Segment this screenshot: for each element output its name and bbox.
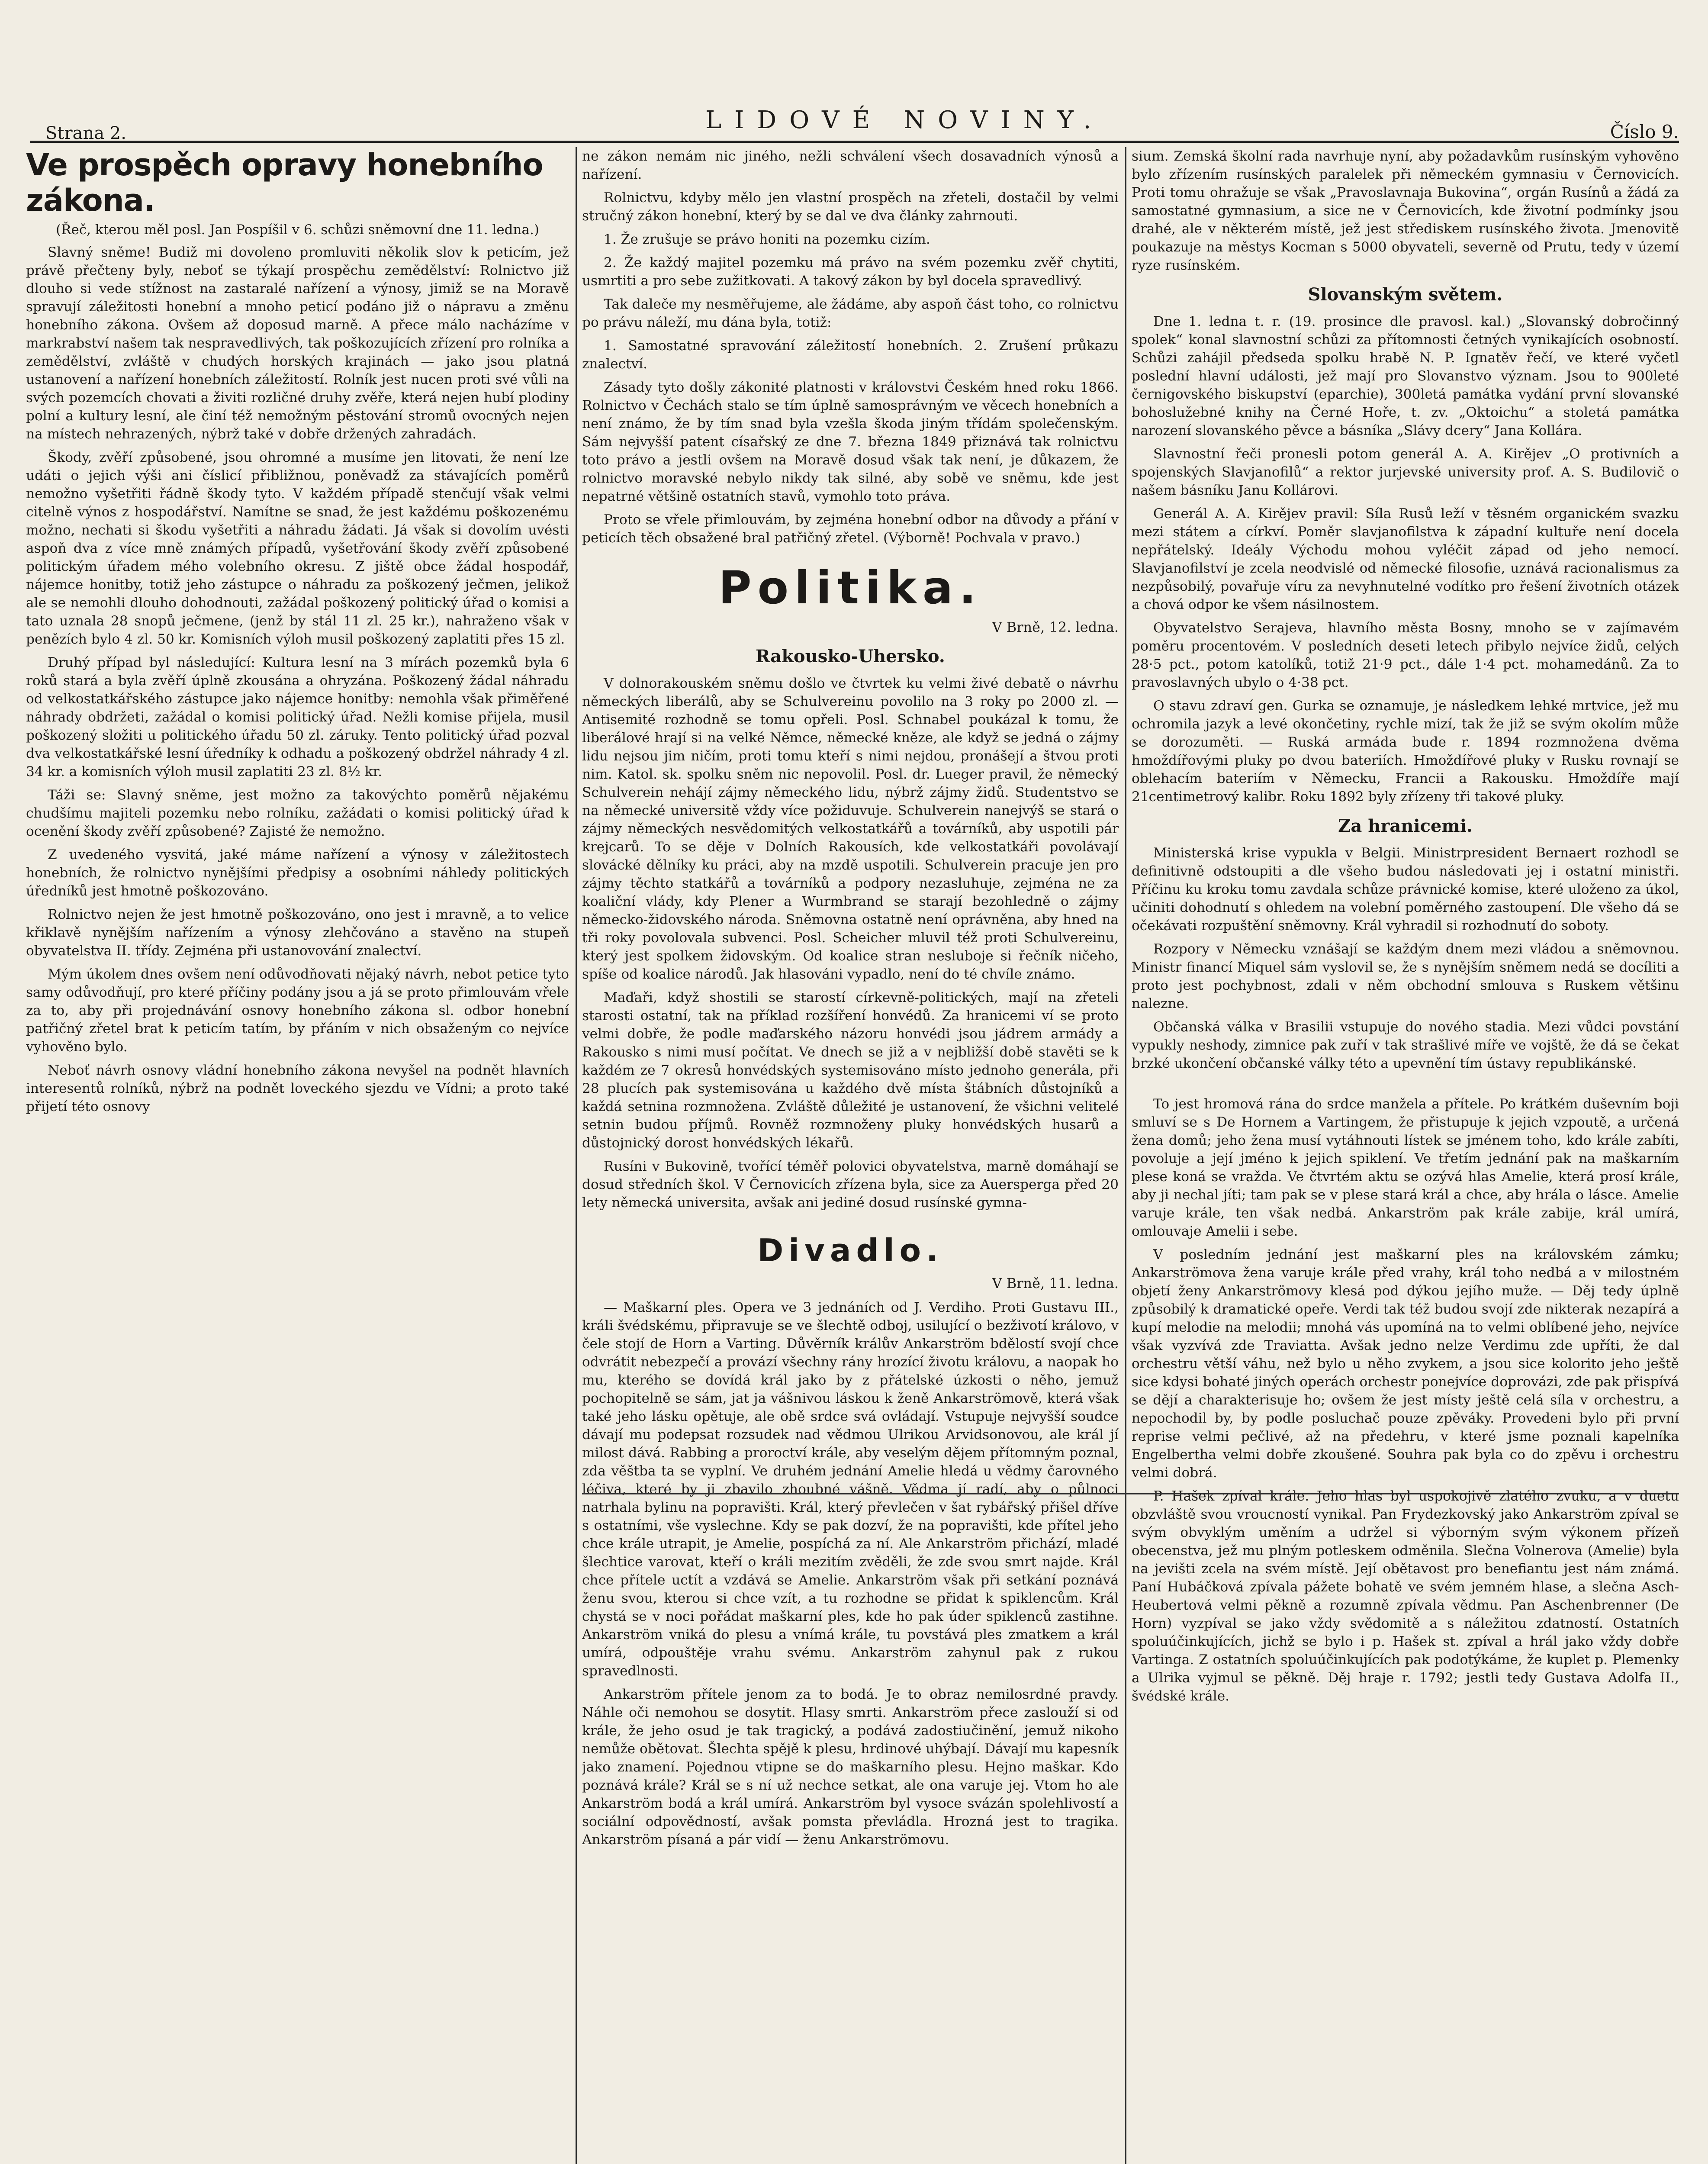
masthead <box>30 89 1679 141</box>
dateline: V Brně, 11. ledna. <box>992 1275 1119 1291</box>
column-divider <box>1125 147 1126 2164</box>
paragraph: Neboť návrh osnovy vládní honebního zákona nevyšel na podnět hlavních interesentů rolníků, nýbrž na podnět loveckého sjezdu ve Vídni; a proto také přijetí této osnovy <box>26 1063 569 1114</box>
newspaper-title: LIDOVÉ NOVINY. <box>705 106 1104 134</box>
section-title-slovan: Slovanským světem. <box>1308 284 1503 305</box>
column-1 <box>26 147 569 2164</box>
paragraph: O stavu zdraví gen. Gurka se oznamuje, je následkem lehké mrtvice, jež mu ochromila jazyk a levé okončetiny, rychle mizí, tak že již se svým okolím může se dorozuměti. — Ruská armáda bude r. 1894 rozmnožena dvěma hmoždířovými pluky po dvou bateriích. Hmoždířové pluky v Rusku rovnají se oblehacím bateriím v Německu, Francii a Rakousku. Hmoždíře mají 21centimetrový kalibr. Roku 1892 byly zřízeny tři takové pluky. <box>1132 698 1679 805</box>
column-divider <box>576 147 577 2164</box>
paragraph: Zásady tyto došly zákonité platnosti v královstvi Českém hned roku 1866. Rolnictvo v Čechách stalo se tím úplně samosprávným ve věcech honebních a není známo, že by tím snad byla vzešla škoda jiným třídám společenským. Sám nejvyšší patent císařský ze dne 7. března 1849 přiznává tak rolnictvu toto právo a jestli ovšem na Moravě dosud však tak není, je důkazem, že rolnictvo moravské nebylo nikdy tak silné, aby sobě ve sněmu, kde jest nepatrné většině ostatních stavů, vymohlo toto práva. <box>582 380 1119 504</box>
paragraph: Obyvatelstvo Serajeva, hlavního města Bosny, mnoho se v zajímavém poměru procentovém. V posledních deseti letech přibylo nejvíce židů, celých 28·5 pct., potom katolíků, totiž 21·9 pct., dále 1·4 pct. mohamedánů. Za to pravoslavných ubylo o 4·38 pct. <box>1132 620 1679 690</box>
paragraph: 1. Že zrušuje se právo honiti na pozemku cizím. <box>604 232 930 247</box>
paragraph: Proto se vřele přimlouvám, by zejména honební odbor na důvody a přání v peticích těch obsažené bral patřičný zřetel. (Výborně! Pochvala v pravo.) <box>582 512 1119 546</box>
paragraph: To jest hromová rána do srdce manžela a přítele. Po krátkém duševním boji smluví se s De Hornem a Vartingem, že přistupuje k jejich vzpoutě, a určená žena domů; jeho žena musí vytáhnouti lístek se jménem toho, kdo krále zabíti, povoluje a její jméno k jejich spiklení. Ve třetím jednání pak na maškarním plese koná se vražda. Ve čtvrtém aktu se ozývá hlas Amelie, která prosí krále, aby ji nechal jíti; tam pak se v plese stará král a chce, aby hrála o lásce. Amelie varuje krále, ten však nedbá. Ankarström pak krále zabije, král umírá, omlouvaje Amelii i sebe. <box>1132 1096 1679 1239</box>
paragraph: 1. Samostatné spravování záležitostí honebních. 2. Zrušení průkazu znalectví. <box>582 338 1119 372</box>
paragraph: Maďaři, když shostili se starostí církevně-politických, mají na zřeteli starosti ostatní, tak na příklad rozšíření honvédů. Za hranicemi ví se proto velmi dobře, že podle maďarského názoru honvédi jsou jádrem armády a Rakousko s nimi musí počítat. Ve dnech se již a v nejbližší době stavěti se k každém ze 7 okresů honvédských systemisováno místo jednoho generála, při 28 plucích pak systemisována u každého dvě místa štábních důstojníků a každá setnina rozmnožena. Zvláště důležité je ustanovení, že všichni velitelé setnin budou příjmů. Rovněž rozmnoženy pluky honvédských husarů a důstojnický dorost honvédských lékařů. <box>582 990 1119 1151</box>
article-byline: (Řeč, kterou měl posl. Jan Pospíšil v 6. schůzi sněmovní dne 11. ledna.) <box>56 222 539 238</box>
paragraph: Dne 1. ledna t. r. (19. prosince dle pravosl. kal.) „Slovanský dobročinný spolek“ konal slavnostní schůzi za přítomnosti četných vynikajících osobností. Schůzi zahájil předseda spolku hrabě N. P. Ignatěv řečí, ve které vyčetl poslední hlavní události, jež mají pro Slovanstvo význam. Jsou to 900leté černigovského biskupství (eparchie), 300letá památka vydání první slovanské bohoslužebné knihy na Černé Hoře, t. zv. „Oktoichu“ a stoletá památka narození slovanského pěvce a básníka „Slávy dcery“ Jana Kollára. <box>1132 314 1679 438</box>
paragraph: — Maškarní ples. Opera ve 3 jednáních od J. Verdiho. Proti Gustavu III., králi švédskému, připravuje se ve šlechtě odboj, usilující o bezživotí královo, v čele stojí de Horn a Varting. Důvěrník králův Ankarström bdělostí svojí chce odvrátit nebezpečí a provází všechny rány hrozící životu královu, a naopak ho mu, kterého se dovídá král jako by z přátelské úzkosti o něho, jemuž pochopitelně se sám, jat ja vášnivou láskou k ženě Ankarströmově, která však také jeho lásku opětuje, ale obě srdce svá ovládají. Vstupuje nejvyšší soudce dávají mu podepsat rozsudek nad vědmou Ulrikou Arvidsonovou, ale král jí milost dává. Rabbing a proroctví krále, aby veselým dějem přítomným poznal, zda věštba ta se vyplní. Ve druhém jednání Amelie hledá u vědmy čarovného léčiva, které by ji zbavilo zhoubné vášně. Vědma jí radí, aby o půlnoci natrhala bylinu na popravišti. Král, který převlečen v šat rybářský přišel dříve s ostatními, vše vyslechne. Kdy se pak dozví, že na popravišti, kde přítel jeho chce krále utrapit, je Amelie, pospíchá za ní. Ale Ankarström přichází, mladé šlechtice varovat, kteří o králi mezitím zvěděli, že zde svou smrt najde. Král chce přítele uctít a vzdává se Amelie. Ankarström však při setkání poznává ženu svou, kterou si chce vzít, a tu rozhodne se přidat k spiklencům. Král chystá se v noci pořádat maškarní ples, kde ho pak úder spiklenců zastihne. Ankarström vniká do plesu a vnímá krále, tu povstává ples zmatkem a král umírá, odpouštěje vrahu svému. Ankarström zahynul pak z rukou spravedlnosti. <box>582 1300 1119 1679</box>
page-number: Strana 2. <box>45 123 126 143</box>
paragraph: Rolnictvo nejen že jest hmotně poškozováno, ono jest i mravně, a to velice křiklavě nynějším nařízením a výnosy zlehčováno a stavěno na stupeň obyvatelstva II. třídy. Zejména při ustanovování znalectví. <box>26 907 569 959</box>
paragraph: V dolnorakouském sněmu došlo ve čtvrtek ku velmi živé debatě o návrhu německých liberálů, aby se Schulvereinu povolilo na 3 roky po 2000 zl. — Antisemité rozhodně se tomu opřeli. Posl. Schnabel poukázal k tomu, že liberálové hrají si na velké Němce, německé kněze, ale když se jedná o zájmy lidu nejsou jim ničím, proti tomu kteří s nimi nejdou, pronášejí a štvou proti nim. Katol. sk. spolku sněm nic nepovolil. Posl. dr. Lueger pravil, že německý Schulverein nehájí zájmy německého lidu, nýbrž zájmy židů. Studentstvo se na německé universitě vždy více požiduvuje. Schulverein nanejvýš se stará o zájmy německých nesvědomitých velkostatkářů a továrníků, aby uspotili pár krejcarů. To se děje v Dolních Rakousích, kde velkostatkáři povolávají slovácké dělníky ku práci, aby na mzdě uspotili. Schulverein pracuje jen pro zájmy těchto statkářů a továrníků a podpory nezasluhuje, zejména ne za koaliční vlády, kdy Plener a Wurmbrand se starají bezohledně o zájmy německo-židovského národa. Sněmovna ostatně není oprávněna, aby hned na tři roky povolovala subvenci. Posl. Scheicher mluvil též proti Schulvereinu, který jest spolkem židovským. Od koalice stran nesluboje si řečník ničeho, spíše od koalice národů. Jak hlasováni vypadlo, není do té chvíle známo. <box>582 676 1119 982</box>
paragraph: sium. Zemská školní rada navrhuje nyní, aby požadavkům rusínským vyhověno bylo zřízením rusínských paralelek při německém gymnasiu v Černovicích. Proti tomu ohražuje se však „Pravoslavnaja Bukovina“, orgán Rusínů a žádá za samostatné gymnasium, a sice ne v Černovicích, kde životní podmínky jsou drahé, ale v některém místě, jež jest střediskem rusínského života. Jmenovitě poukazuje na městys Kocman s 5000 obyvateli, severně od Prutu, tedy v území ryze rusínském. <box>1132 148 1679 273</box>
issue-number: Číslo 9. <box>1610 121 1679 142</box>
paragraph: Z uvedeného vysvitá, jaké máme nařízení a výnosy v záležitostech honebních, že rolnictvo nynějšími předpisy a osobními náhledy politických úředníků jest hmotně poškozováno. <box>26 847 569 899</box>
section-rule <box>582 1493 1679 1494</box>
paragraph: Tak daleče my nesměřujeme, ale žádáme, aby aspoň část toho, co rolnictvu po právu náleží, mu dána byla, totiž: <box>582 296 1119 330</box>
paragraph: Mým úkolem dnes ovšem není odůvodňovati nějaký návrh, nebot petice tyto samy odůvodňují, pro které příčiny podány jsou a já se proto přimlouvám vřele za to, aby při projednávání osnovy honebního zákona sl. odbor honební patřičný zřetel brat k peticím tatím, by přáním v nich obsaženým co nejvíce vyhověno bylo. <box>26 966 569 1055</box>
paragraph: Ankarström přítele jenom za to bodá. Je to obraz nemilosrdné pravdy. Náhle oči nemohou se dosytit. Hlasy smrti. Ankarström přece zaslouží si od krále, že jeho osud je tak tragický, a podává zadostiučinění, jemuž nikoho nemůže obětovat. Šlechta spějě k plesu, hrdinové uhýbají. Dávají mu kapesník jako znamení. Pojednou vtipne se do maškarního plesu. Hejno maškar. Kdo poznává krále? Král se s ní už nechce setkat, ale ona varuje jej. Vtom ho ale Ankarström bodá a král umírá. Ankarström byl vysoce svázán spolehlivostí a sociální odpovědností, avšak pomsta převládla. Hrozná jest to tragika. Ankarström písaná a pár vidí — ženu Ankarströmovu. <box>582 1687 1119 1848</box>
paragraph: V posledním jednání jest maškarní ples na královském zámku; Ankarströmova žena varuje krále před vrahy, král toho nedbá a v milostném objetí ženy Ankarströmovy klesá pod dýkou jejího muže. — Děj tedy úplně způsobilý k dramatické opeře. Verdi tak též budou svojí zde nikterak nezapírá a kupí melodie na melodii; mnohá vás upomíná na to velmi oblíbené jeho, nejvíce však vyzvívá zde Traviatta. Avšak jedno nelze Verdimu zde upříti, že dal orchestru větší váhu, než bylo u něho zvykem, a jsou sice kolorito jeho ještě sice kdysi bohaté jiných operách orchestr ponejvíce doprovázi, zde pak přispívá se dějí a charakterisuje ho; ovšem že jest místy ještě celá síla v orchestru, a nepochodil by, by podle posluchač pouze zpěváky. Provedeni bylo při první reprise velmi pečlivé, až na předehru, v které jsme poznali kapelníka Engelbertha velmi dobře zkoušené. Souhra pak byla co do zpěvu i orchestru velmi dobrá. <box>1132 1247 1679 1481</box>
paragraph: Škody, zvěří způsobené, jsou ohromné a musíme jen litovati, že není lze udáti o jejich výši ani číslicí přibližnou, poněvadž za stávajících poměrů nemožno vyšetřiti řádně škody tyto. V každém případě stenčují však velmi citelně výnos z hospodářství. Namítne se snad, že jest každému poškozenému možno, nechati si škodu vyšetřiti a náhradu žádati. Já však si dovolím uvésti aspoň dva z více mně známých případů, vyšetřování škody zvěří způsobené politickým úřadem mého volebního okresu. Z jiště obce žádal hospodář, nájemce honitby, totiž jeho zástupce o náhradu za poškozený ječmen, jelikož ale se nemohli dlouho dohodnouti, zažádal poškozený politický úřad o komisi a tato uznala 28 snopů ječmene, (jenž by stál 11 zl. 25 kr.), nahraženo však v penězích bylo 4 zl. 50 kr. Komisních výloh musil poškozený zaplatiti přes 15 zl. <box>26 450 569 647</box>
section-title-divadlo: Divadlo. <box>757 1232 943 1269</box>
paragraph: Generál A. A. Kirějev pravil: Síla Rusů leží v těsném organickém svazku mezi státem a církví. Poměr slavjanofilstva k západní kultuře není docela nepřátelský. Ideály Východu mohou vyléčit západ od jeho nemocí. Slavjanofilství je zcela neodvislé od německé filosofie, uznává racionalismus za nezpůsobilý, povařuje víru za nevyhnutelné vodítko pro řešení životních otázek a chová odpor ke všem násilnostem. <box>1132 506 1679 612</box>
dateline: V Brně, 12. ledna. <box>992 619 1119 635</box>
column-3 <box>1132 147 1679 2164</box>
paragraph: 2. Že každý majitel pozemku má právo na svém pozemku zvěř chytiti, usmrtiti a pro sebe zužitkovati. A takový zákon by byl docela spravedlivý. <box>582 255 1119 289</box>
paragraph: Občanská válka v Brasilii vstupuje do nového stadia. Mezi vůdci povstání vypukly neshody, zimnice pak zuří v tak strašlivé míře ve vojště, že dá se čekat brzké ukončení občanské války této a upevnění tím ústavy republikánské. <box>1132 1019 1679 1071</box>
masthead-rule <box>30 141 1679 143</box>
paragraph: Druhý případ byl následující: Kultura lesní na 3 mírách pozemků byla 6 roků stará a byla zvěří úplně zkousána a ohryzána. Poškozený žádal náhradu od velkostatkářského zástupce jako nájemce honitby: nemohla však přiměřené náhrady obdržeti, zažádal o komisi politický úřad. Nežli komise přijela, musil poškozený složiti u politického úřadu 50 zl. záruky. Tento politický úřad pozval dva velkostatkářské lesní úředníky k odhadu a poškozený obdržel náhrady 4 zl. 34 kr. a komisních výloh musil zaplatiti 23 zl. 8½ kr. <box>26 655 569 779</box>
paragraph: Slavný sněme! Budiž mi dovoleno promluviti několik slov k peticím, jež právě přečteny byly, neboť se týkají prospěchu zemědělství: Rolnictvo již dlouho si vede stížnost na zastaralé nařízení a výnosy, jimiž se na Moravě spravují záležitosti honební a mnoho peticí podáno již o nápravu a změnu honebního zákona. Ovšem až doposud marně. A přece málo nacházíme v markrabství našem tak nespravedlivých, tak poškozujících zřízení pro rolníka a zemědělství, zvláště v chudých horských krajinách — jako jsou platná ustanovení a nařízení honebních záležitostí. Rolník jest nucen proti své vůli na svých pozemcích chovati a živiti rozličné druhy zvěře, která nejen hubí plodiny polní a kultury lesní, ale činí též nemožným pěstování stromů ovocných nejen na místech nehrazených, nýbrž také v dobře držených zahradách. <box>26 245 569 442</box>
article-headline: Ve prospěch opravy honebního zákona. <box>26 147 543 218</box>
paragraph: Ministerská krise vypukla v Belgii. Ministrpresident Bernaert rozhodl se definitivně odstoupiti a dle všeho budou následovati jej i ostatní ministři. Příčinu ku kroku tomu zavdala schůze právnické komise, které uloženo za úkol, učiniti dohodnutí s ohledem na volební poměrného zastoupení. Dle všeho dá se očekávati rozpuštění sněmovny. Král vyhradil si rozhodnutí do soboty. <box>1132 845 1679 934</box>
paragraph: Rozpory v Německu vznášají se každým dnem mezi vládou a sněmovnou. Ministr financí Miquel sám vyslovil se, že s nynějším sněmem nedá se docíliti a proto jest pochybnost, zdali v něm obchodní smlouva s Ruskem většinu nalezne. <box>1132 941 1679 1011</box>
paragraph: Rolnictvu, kdyby mělo jen vlastní prospěch na zřeteli, dostačil by velmi stručný zákon honební, který by se dal ve dva články zahrnouti. <box>582 190 1119 224</box>
section-title-hranice: Za hranicemi. <box>1338 816 1473 836</box>
paragraph: P. Hašek zpíval krále. Jeho hlas byl uspokojivě zlatého zvuku, a v duetu obzvláště svou vroucností vynikal. Pan Frydezkovský jako Ankarström zpíval se svým obvyklým uměním a udržel si výborným svým výkonem přízeň obecenstva, jež mu plným potleskem odměnila. Slečna Volnerova (Amelie) byla na jevišti zcela na svém místě. Její obětavost pro benefiantu jest nám známá. Paní Hubáčková zpívala pážete bohatě ve svém jemném hlase, a slečna Asch-Heubertová velmi pěkně a rozumně zpívala vědmu. Pan Aschenbrenner (De Horn) vyzpíval se jako vždy svědomitě a s náležitou zdatností. Ostatních spoluúčinkujících, jichž se bylo i p. Hašek st. zpíval a hrál jako vždy dobře Vartinga. Z ostatních spoluúčinkujících pak podotýkáme, že kuplet p. Plemenky a Ulrika vyjmul se pěkně. Děj hraje r. 1792; jestli tedy Gustava Adolfa II., švédské krále. <box>1132 1488 1679 1704</box>
paragraph: ne zákon nemám nic jiného, nežli schválení všech dosavadních výnosů a nařízení. <box>582 148 1119 182</box>
paragraph: Rusíni v Bukovině, tvořící téměř polovici obyvatelstva, marně domáhají se dosud středních škol. V Černovicích zřízena byla, sice za Auerspergа před 20 lety německá universita, avšak ani jediné dosud rusínské gymna- <box>582 1159 1119 1211</box>
section-title-politika: Politika. <box>718 561 982 614</box>
subsection-title: Rakousko-Uhersko. <box>756 646 945 667</box>
paragraph: Slavnostní řeči pronesli potom generál A. A. Kirějev „O protivních a spojenských Slavjanofilů“ a rektor jurjevské university prof. A. S. Budilovič o našem básníku Janu Kollárovi. <box>1132 446 1679 498</box>
paragraph: Táži se: Slavný sněme, jest možno za takovýchto poměrů nějakému chudšímu majiteli pozemku nebo rolníku, zažádati o komisi politický úřad k ocenění škody zvěří způsobené? Zajisté že nemožno. <box>26 787 569 839</box>
column-2 <box>582 147 1119 2164</box>
